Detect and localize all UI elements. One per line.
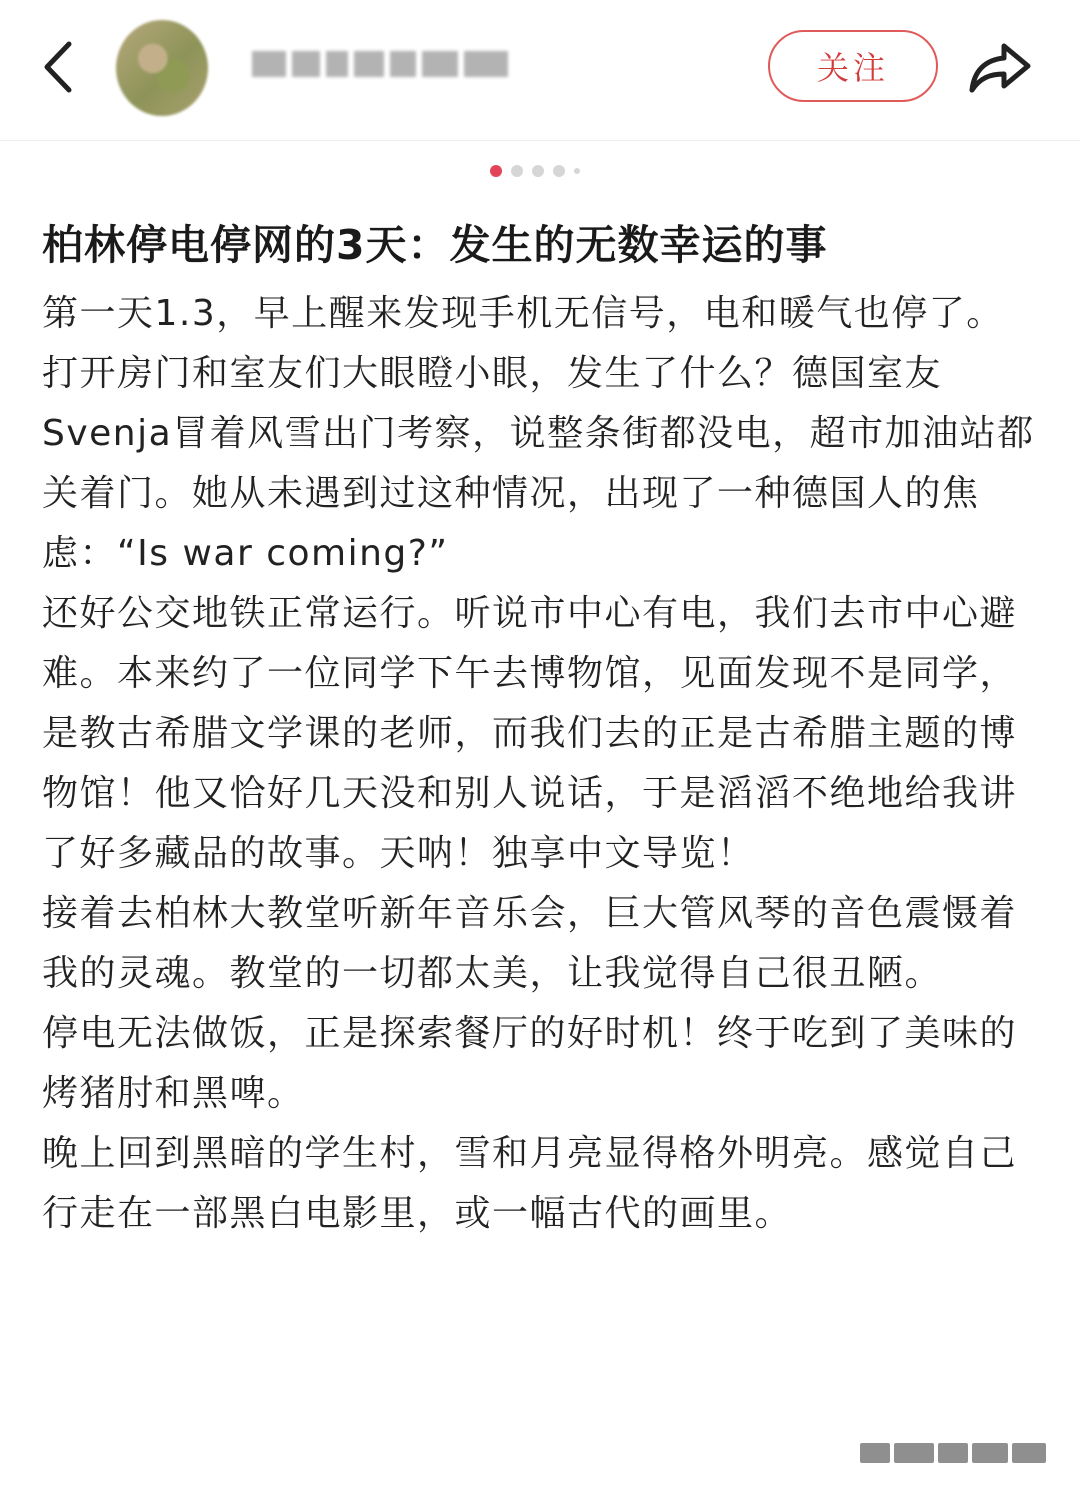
post-paragraph: 接着去柏林大教堂听新年音乐会，巨大管风琴的音色震慑着我的灵魂。教堂的一切都太美，让我觉得自己很丑陋。 [42,893,1018,994]
page-dot[interactable] [553,165,565,177]
post-title: 柏林停电停网的3天：发生的无数幸运的事 [42,221,828,269]
post-paragraph: 打开房门和室友们大眼瞪小眼，发生了什么？德国室友Svenja冒着风雪出门考察，说整条街都没电，超市加油站都关着门。她从未遇到过这种情况，出现了一种德国人的焦虑：“Is war coming?” [42,353,1035,574]
watermark [860,1436,1050,1470]
post-paragraph: 第一天1.3，早上醒来发现手机无信号，电和暖气也停了。 [42,293,1004,334]
back-button[interactable] [30,32,86,102]
share-arrow-icon [968,40,1032,96]
post-paragraph: 还好公交地铁正常运行。听说市中心有电，我们去市中心避难。本来约了一位同学下午去博物馆，见面发现不是同学，是教古希腊文学课的老师，而我们去的正是古希腊主题的博物馆！他又恰好几天没和别人说话，于是滔滔不绝地给我讲了好多藏品的故事。天呐！独享中文导览！ [42,593,1018,874]
post-paragraph: 晚上回到黑暗的学生村，雪和月亮显得格外明亮。感觉自己行走在一部黑白电影里，或一幅古代的画里。 [42,1133,1018,1234]
author-avatar[interactable] [116,20,208,116]
top-navigation-bar [0,0,1080,141]
page-dot[interactable] [511,165,523,177]
image-pagination-dots [490,163,580,179]
author-name-blurred[interactable] [252,42,508,86]
page-dot[interactable] [574,168,580,174]
chevron-left-icon [41,40,75,94]
post-paragraph: 停电无法做饭，正是探索餐厅的好时机！终于吃到了美味的烤猪肘和黑啤。 [42,1013,1018,1114]
follow-button[interactable]: 关注 [768,30,938,102]
page-dot-active[interactable] [490,165,502,177]
page-dot[interactable] [532,165,544,177]
post-body [42,212,1052,1244]
share-button[interactable] [962,36,1038,100]
